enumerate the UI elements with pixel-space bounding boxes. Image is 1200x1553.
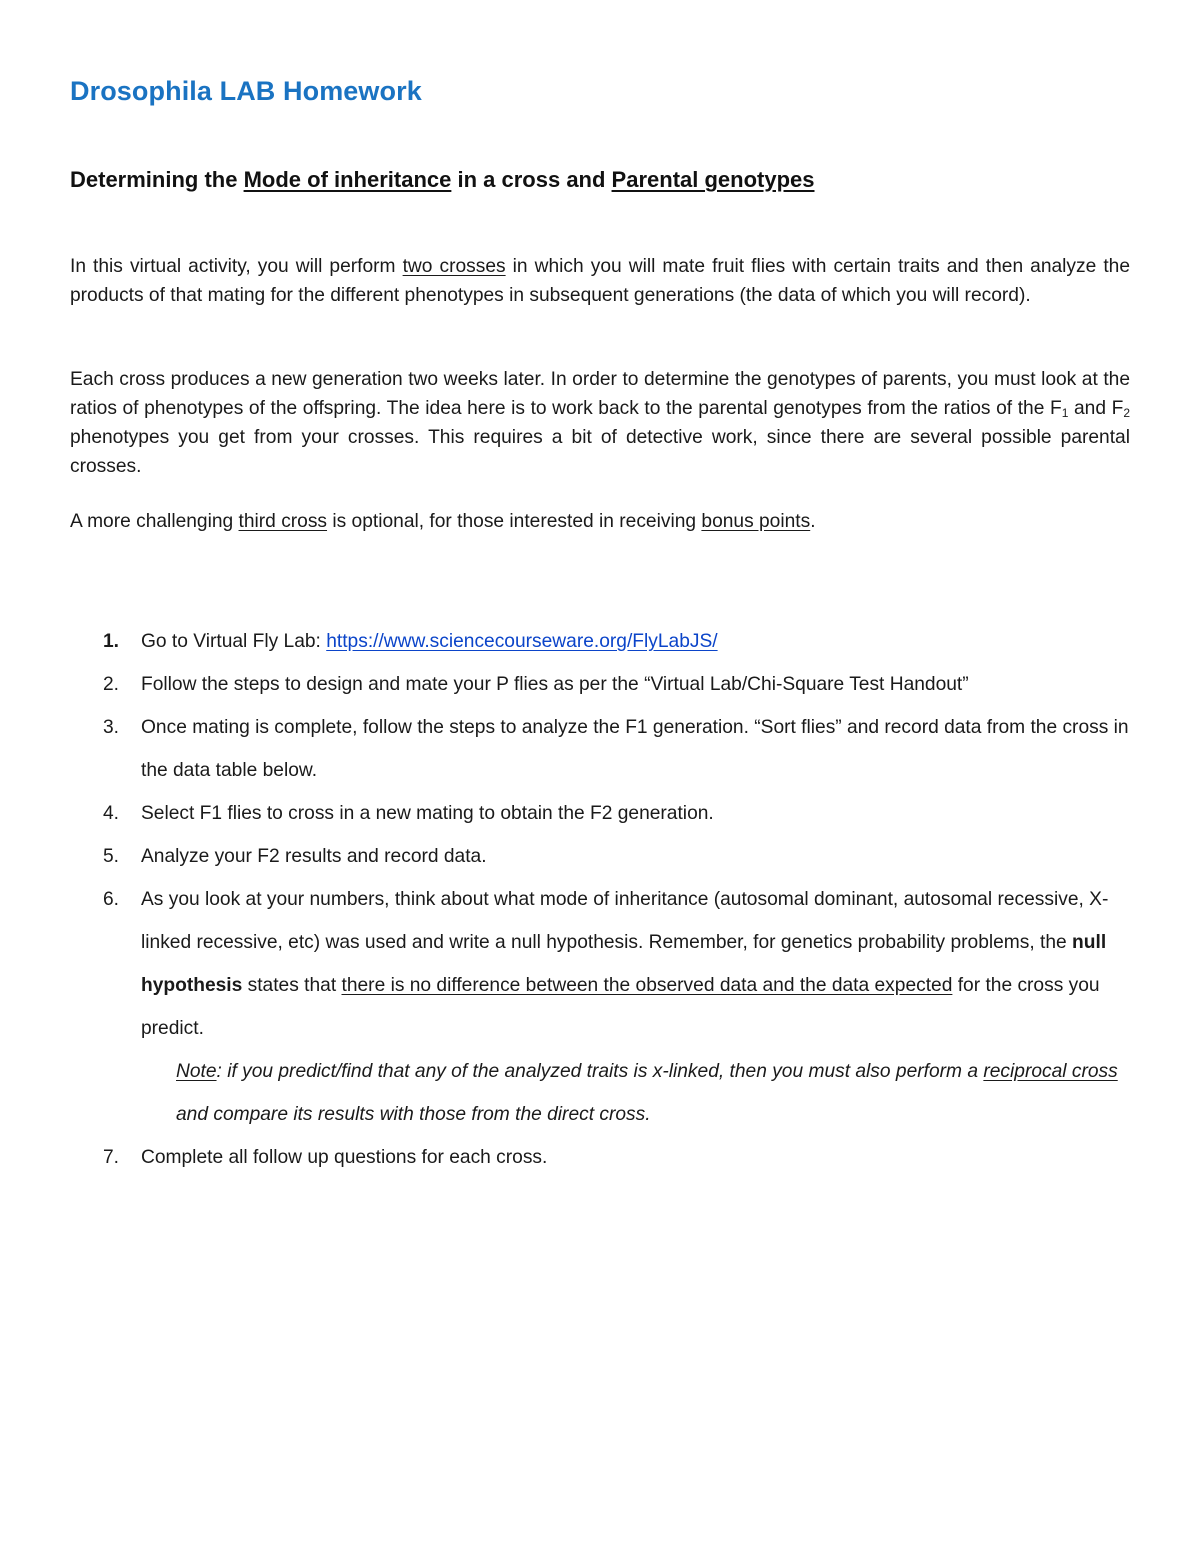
list-item <box>70 878 1130 1136</box>
para3-text-a: A more challenging <box>70 511 239 532</box>
step-number: 5. <box>103 846 120 867</box>
step-text: Select F1 flies to cross in a new mating to obtain the F2 generation. <box>141 803 714 824</box>
para3-bonus-points: bonus points <box>701 511 811 532</box>
para2-text-c: phenotypes you get from your crosses. This requires a bit of detective work, since there are several possible parental crosses. <box>70 427 1130 477</box>
step-text-b: states that <box>242 975 342 996</box>
list-item <box>70 1136 1130 1179</box>
instructions-list <box>70 620 1130 1179</box>
x-linked-note <box>141 1050 1130 1136</box>
para2-text-a: Each cross produces a new generation two weeks later. In order to determine the genotypes of parents, you must look at the ratios of phenotypes of the offspring. The idea here is to work back to the parental genotypes from the ratios of the F <box>70 369 1130 419</box>
step-text: Complete all follow up questions for each cross. <box>141 1147 548 1168</box>
step-number: 1. <box>103 631 120 652</box>
intro-text-a: In this virtual activity, you will perform <box>70 256 403 277</box>
step-text: Go to Virtual Fly Lab: <box>141 631 327 652</box>
step-text-a: As you look at your numbers, think about what mode of inheritance (autosomal dominant, autosomal recessive, X-linked recessive, etc) was used and write a null hypothesis. Remember, for genetics probability problems, the <box>141 889 1109 953</box>
para2-sub-2: 2 <box>1123 406 1131 420</box>
note-text-a: : if you predict/find that any of the analyzed traits is x-linked, then you must also perform a <box>216 1061 984 1082</box>
step-number: 3. <box>103 717 120 738</box>
intro-paragraph <box>70 252 1130 310</box>
intro-two-crosses: two crosses <box>402 256 506 277</box>
intro-text-b: in which you will mate fruit flies with certain traits and then analyze the products of that mating for the different phenotypes in subsequent generations (the data of which you will record). <box>70 256 1131 306</box>
step-number: 6. <box>103 889 120 910</box>
subtitle-parental-genotypes: Parental genotypes <box>611 167 815 192</box>
generation-paragraph <box>70 365 1130 481</box>
document-title: Drosophila LAB Homework <box>70 76 422 106</box>
para3-text-b: is optional, for those interested in receiving <box>327 511 702 532</box>
step-text-c: for the cross you predict. <box>141 975 1100 1039</box>
para2-text-b: and F <box>1068 398 1124 419</box>
step-number: 2. <box>103 674 120 695</box>
bonus-paragraph <box>70 507 1130 536</box>
subtitle-text-1: Determining the <box>70 167 244 192</box>
list-item <box>70 706 1130 792</box>
list-item <box>70 663 1130 706</box>
step-number: 7. <box>103 1147 120 1168</box>
step-text: Analyze your F2 results and record data. <box>141 846 487 867</box>
note-text-b: and compare its results with those from the direct cross. <box>176 1104 651 1125</box>
null-hypothesis-definition: there is no difference between the observed data and the data expected <box>341 975 953 996</box>
para2-sub-1: 1 <box>1061 406 1069 420</box>
step-text: Follow the steps to design and mate your P flies as per the “Virtual Lab/Chi-Square Test Handout” <box>141 674 969 695</box>
step-text: Once mating is complete, follow the steps to analyze the F1 generation. “Sort flies” and record data from the cross in the data table below. <box>141 717 1129 781</box>
note-label: Note <box>176 1061 217 1082</box>
para3-third-cross: third cross <box>238 511 328 532</box>
list-item <box>70 792 1130 835</box>
note-reciprocal-cross: reciprocal cross <box>983 1061 1118 1082</box>
list-item <box>70 835 1130 878</box>
null-hypothesis-term: null hypothesis <box>141 932 1107 996</box>
flylab-link[interactable]: https://www.sciencecourseware.org/FlyLabJS/ <box>326 631 718 652</box>
subtitle-mode-of-inheritance: Mode of inheritance <box>243 167 452 192</box>
document-subtitle <box>70 165 815 195</box>
list-item <box>70 620 1130 663</box>
subtitle-text-2: in a cross and <box>451 167 612 192</box>
para3-text-c: . <box>810 511 816 532</box>
step-number: 4. <box>103 803 120 824</box>
